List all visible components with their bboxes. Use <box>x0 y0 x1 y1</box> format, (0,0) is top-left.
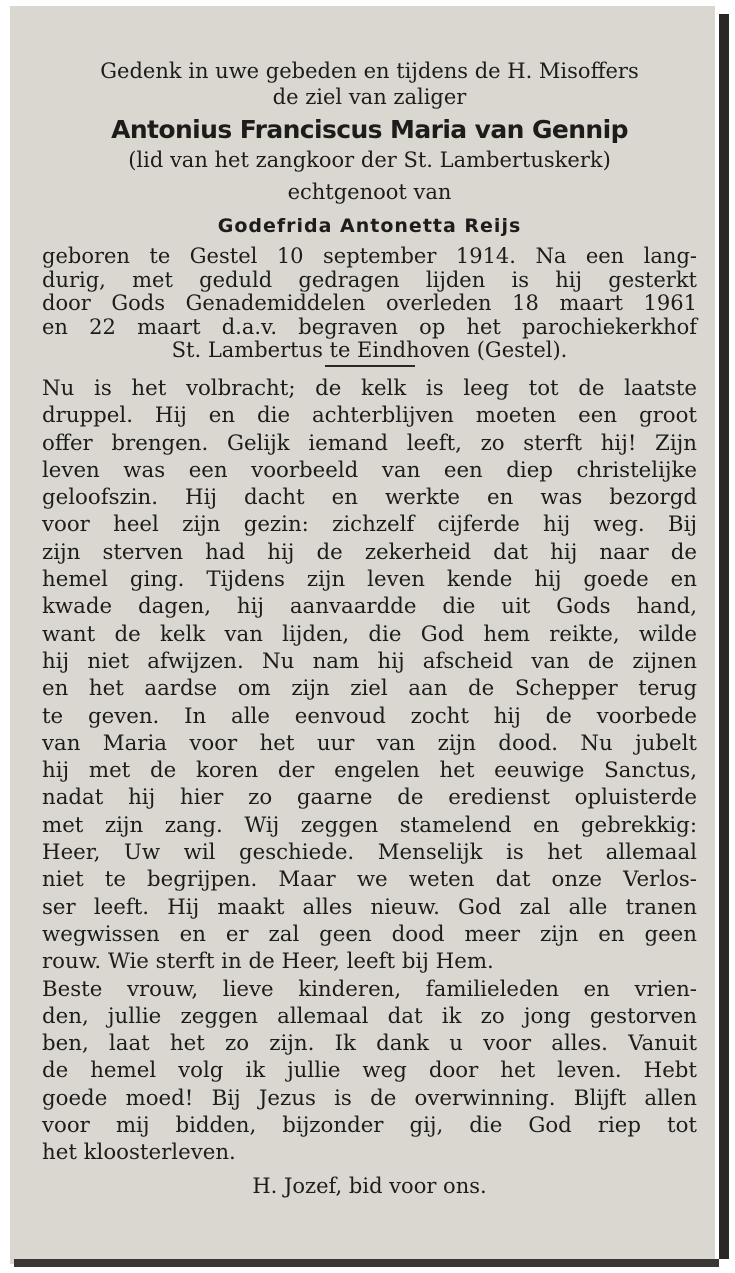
biography-line: St. Lambertus te Eindhoven (Gestel). <box>171 338 568 363</box>
text-line: niet te begrijpen. Maar we weten dat onze Verlos- <box>42 867 697 893</box>
text-line: Beste vrouw, lieve kinderen, familieleden en vrien- <box>42 976 697 1002</box>
text-line: druppel. Hij en die achterblijven moeten een groot <box>42 403 697 429</box>
text-line: wegwissen en er zal geen dood meer zijn en geen <box>42 921 697 947</box>
text-line: ben, laat het zo zijn. Ik dank u voor alles. Vanuit <box>42 1031 697 1057</box>
text-line: van Maria voor het uur van zijn dood. Nu jubelt <box>42 730 697 756</box>
deceased-name: Antonius Franciscus Maria van Gennip <box>111 115 628 144</box>
text-line: de hemel volg ik jullie weg door het leven. Hebt <box>42 1058 697 1084</box>
text-line: offer brengen. Gelijk iemand leeft, zo sterft hij! Zijn <box>42 430 697 456</box>
divider <box>325 365 415 367</box>
prayer-intro: Gedenk in uwe gebeden en tijdens de H. Misoffers <box>100 59 639 83</box>
text-line: Nu is het volbracht; de kelk is leeg tot de laatste <box>42 375 697 401</box>
closing-prayer: H. Jozef, bid voor ons. <box>252 1173 487 1198</box>
text-line: te geven. In alle eenvoud zocht hij de voorbede <box>42 703 697 729</box>
text-line: voor heel zijn gezin: zichzelf cijferde hij weg. Bij <box>42 512 697 538</box>
relation-text: echtgenoot van <box>287 180 452 204</box>
text-line: ser leeft. Hij maakt alles nieuw. God zal alle tranen <box>42 894 697 920</box>
card-shadow-bottom <box>14 1259 719 1267</box>
card-shadow-right <box>719 14 729 1259</box>
text-line: Heer, Uw wil geschiede. Menselijk is het allemaal <box>42 840 697 866</box>
text-line: met zijn zang. Wij zeggen stamelend en gebrekkig: <box>42 812 697 838</box>
text-line: zijn sterven had hij de zekerheid dat hij naar de <box>42 539 697 565</box>
text-line: hij met de koren der engelen het eeuwige Sanctus, <box>42 758 697 784</box>
text-line: voor mij bidden, bijzonder gij, die God riep tot <box>42 1112 697 1138</box>
text-line: geloofszin. Hij dacht en werkte en was bezorgd <box>42 485 697 511</box>
biography-line: door Gods Genademiddelen overleden 18 maart 1961 <box>42 291 697 316</box>
text-line: en het aardse om zijn ziel aan de Schepper terug <box>42 676 697 702</box>
biography-line: en 22 maart d.a.v. begraven op het parochiekerkhof <box>42 314 697 339</box>
text-line: leven was een voorbeeld van een diep christelijke <box>42 457 697 483</box>
biography-line: durig, met geduld gedragen lijden is hij gesterkt <box>42 267 697 292</box>
biography <box>42 245 697 363</box>
meditation-text <box>42 375 697 1167</box>
text-line: goede moed! Bij Jezus is de overwinning. Blijft allen <box>42 1085 697 1111</box>
card-content <box>42 58 697 1199</box>
biography-line: geboren te Gestel 10 september 1914. Na een lang- <box>42 244 697 268</box>
text-line: want de kelk van lijden, die God hem reikte, wilde <box>42 621 697 647</box>
memorial-card <box>10 6 715 1264</box>
deceased-note: (lid van het zangkoor der St. Lambertuskerk) <box>128 148 611 172</box>
prayer-intro-continued: de ziel van zaliger <box>272 85 467 109</box>
text-line: hij niet afwijzen. Nu nam hij afscheid van de zijnen <box>42 648 697 674</box>
text-line: nadat hij hier zo gaarne de eredienst opluisterde <box>42 785 697 811</box>
text-line: rouw. Wie sterft in de Heer, leeft bij Hem. <box>42 949 494 975</box>
text-line: het kloosterleven. <box>42 1140 236 1166</box>
text-line: hemel ging. Tijdens zijn leven kende hij goede en <box>42 567 697 593</box>
text-line: kwade dagen, hij aanvaardde die uit Gods hand, <box>42 594 697 620</box>
spouse-name: Godefrida Antonetta Reijs <box>217 215 522 237</box>
text-line: den, jullie zeggen allemaal dat ik zo jong gestorven <box>42 1003 697 1029</box>
